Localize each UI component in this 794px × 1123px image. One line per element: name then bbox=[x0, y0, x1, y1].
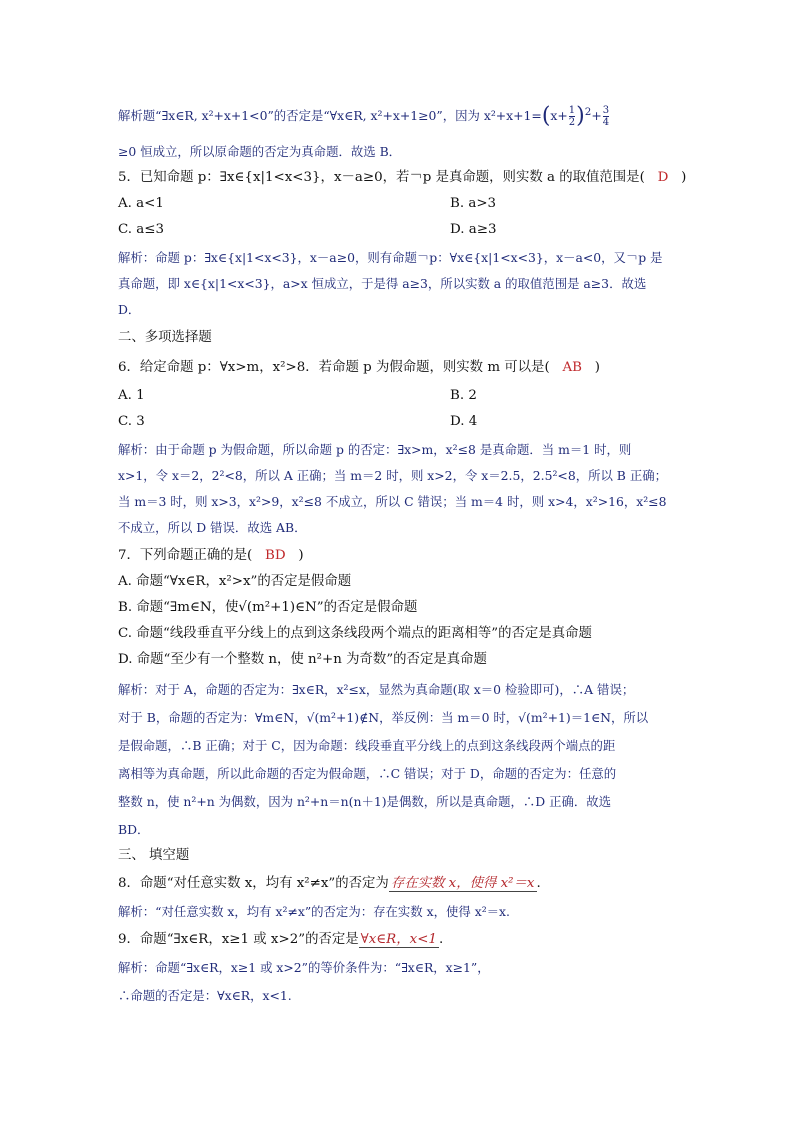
paren-close: ) bbox=[576, 103, 585, 129]
question-9-answer: ∀x∈R，x<1 bbox=[360, 932, 437, 947]
question-8-answer: 存在实数 x，使得 x²＝x bbox=[390, 876, 535, 891]
question-7-option-c: C. 命题“线段垂直平分线上的点到这条线段两个端点的距离相等”的否定是真命题 bbox=[118, 626, 592, 641]
solution-9-line-2: ∴命题的否定是：∀x∈R，x<1. bbox=[118, 988, 292, 1003]
solution-4-line-1: 解析题“∃x∈R, x²+x+1<0”的否定是“∀x∈R, x²+x+1≥0”，因为 x²+x+1=(x+ $\frac{1}{2}$ )$^2$+ $\frac{3}{4}$ bbox=[118, 103, 610, 129]
solution-7-line-3: 是假命题，∴B 正确；对于 C，因为命题：线段垂直平分线上的点到这条线段两个端点的距 bbox=[118, 738, 616, 753]
option-c: C. 3 bbox=[118, 414, 145, 429]
question-6-options-row-2 bbox=[118, 412, 478, 432]
question-8 bbox=[118, 874, 541, 894]
question-8-end: . bbox=[536, 876, 541, 891]
question-6-options-row-1 bbox=[118, 386, 477, 406]
question-5-options-row-1 bbox=[118, 194, 497, 214]
solution-6-line-4: 不成立，所以 D 错误．故选 AB． bbox=[118, 520, 307, 535]
option-b: B. 2 bbox=[450, 388, 477, 403]
option-b: B. a>3 bbox=[450, 196, 497, 211]
solution-5-line-1: 解析：命题 p：∃x∈{x|1<x<3}，x－a≥0，则有命题￢p：∀x∈{x|1<x<3}，x－a<0，又￢p 是 bbox=[118, 250, 663, 265]
question-5-text: 5．已知命题 p：∃x∈{x|1<x<3}，x－a≥0，若￢p 是真命题，则实数 a 的取值范围是( bbox=[118, 170, 645, 185]
option-a: A. a<1 bbox=[118, 196, 164, 211]
solution-7-line-4: 离相等为真命题，所以此命题的否定为假命题，∴C 错误；对于 D，命题的否定为：任意的 bbox=[118, 766, 617, 781]
question-7-option-a: A. 命题“∀x∈R，x²>x”的否定是假命题 bbox=[118, 574, 352, 589]
paren-open: ( bbox=[541, 103, 551, 129]
frac2-den: 4 bbox=[602, 117, 610, 129]
question-7-answer: BD bbox=[265, 548, 286, 563]
question-9-text: 9．命题“∃x∈R，x≥1 或 x>2”的否定是 bbox=[118, 932, 359, 947]
solution-7-line-2: 对于 B，命题的否定为：∀m∈N，√(m²+1)∉N，举反例：当 m＝0 时，√(m²+1)＝1∈N，所以 bbox=[118, 710, 649, 725]
solution-7-line-6: BD． bbox=[118, 822, 150, 837]
question-5-options-row-2 bbox=[118, 220, 497, 240]
question-7-text: 7．下列命题正确的是( bbox=[118, 548, 253, 563]
fraction-three-quarters bbox=[603, 105, 609, 128]
fraction-half bbox=[569, 105, 575, 128]
section-heading-fill-in: 三、 填空题 bbox=[118, 848, 190, 863]
solution-9-line-1: 解析：命题“∃x∈R，x≥1 或 x>2”的等价条件为：“∃x∈R，x≥1”， bbox=[118, 960, 490, 975]
question-6-text: 6．给定命题 p：∀x>m，x²>8．若命题 p 为假命题，则实数 m 可以是( bbox=[118, 360, 550, 375]
solution-5-line-3: D． bbox=[118, 302, 141, 317]
question-9-end: . bbox=[438, 932, 444, 947]
solution-5-line-2: 真命题，即 x∈{x|1<x<3}，a>x 恒成立，于是得 a≥3，所以实数 a 的取值范围是 a≥3．故选 bbox=[118, 276, 647, 291]
question-6: 6．给定命题 p：∀x>m，x²>8．若命题 p 为假命题，则实数 m 可以是( AB ) bbox=[118, 360, 600, 375]
question-7: 7．下列命题正确的是( BD ) bbox=[118, 548, 304, 563]
option-a: A. 1 bbox=[118, 388, 145, 403]
frac-den: 2 bbox=[568, 117, 576, 129]
frac2-num: 3 bbox=[602, 105, 610, 117]
solution-7-line-5: 整数 n，使 n²+n 为偶数，因为 n²+n＝n(n＋1)是偶数，所以是真命题，∴D 正确．故选 bbox=[118, 794, 612, 809]
solution-6-line-2: x>1，令 x＝2，2²<8，所以 A 正确；当 m＝2 时，则 x>2，令 x＝2.5，2.5²<8，所以 B 正确； bbox=[118, 468, 668, 483]
solution-4-line-2: ≥0 恒成立，所以原命题的否定为真命题．故选 B． bbox=[118, 144, 402, 159]
solution-7-line-1: 解析：对于 A，命题的否定为：∃x∈R，x²≤x，显然为真命题(取 x＝0 检验即可)，∴A 错误； bbox=[118, 682, 635, 697]
question-7-option-b: B. 命题“∃m∈N，使√(m²+1)∈N”的否定是假命题 bbox=[118, 600, 418, 615]
option-d: D. a≥3 bbox=[450, 222, 497, 237]
option-d: D. 4 bbox=[450, 414, 478, 429]
question-7-option-d: D. 命题“至少有一个整数 n，使 n²+n 为奇数”的否定是真命题 bbox=[118, 652, 487, 667]
solution-4-text: 解析题“∃x∈R, x²+x+1<0”的否定是“∀x∈R, x²+x+1≥0”，因为 x²+x+1= bbox=[118, 108, 542, 124]
solution-6-line-3: 当 m＝3 时，则 x>3，x²>9，x²≤8 不成立，所以 C 错误；当 m＝4 时，则 x>4，x²>16，x²≤8 bbox=[118, 494, 667, 509]
question-9 bbox=[118, 930, 443, 950]
solution-8: 解析：“对任意实数 x，均有 x²≠x”的否定为：存在实数 x，使得 x²＝x. bbox=[118, 904, 510, 919]
question-8-text: 8．命题“对任意实数 x，均有 x²≠x”的否定为 bbox=[118, 876, 389, 891]
section-heading-multiple-choice: 二、多项选择题 bbox=[118, 330, 212, 345]
solution-6-line-1: 解析：由于命题 p 为假命题，所以命题 p 的否定：∃x>m，x²≤8 是真命题．当 m＝1 时，则 bbox=[118, 442, 632, 457]
question-5: 5．已知命题 p：∃x∈{x|1<x<3}，x－a≥0，若￢p 是真命题，则实数 a 的取值范围是( D ) bbox=[118, 170, 687, 185]
question-5-answer: D bbox=[657, 170, 669, 185]
option-c: C. a≤3 bbox=[118, 222, 165, 237]
frac-num: 1 bbox=[568, 105, 576, 117]
question-6-answer: AB bbox=[562, 360, 582, 375]
